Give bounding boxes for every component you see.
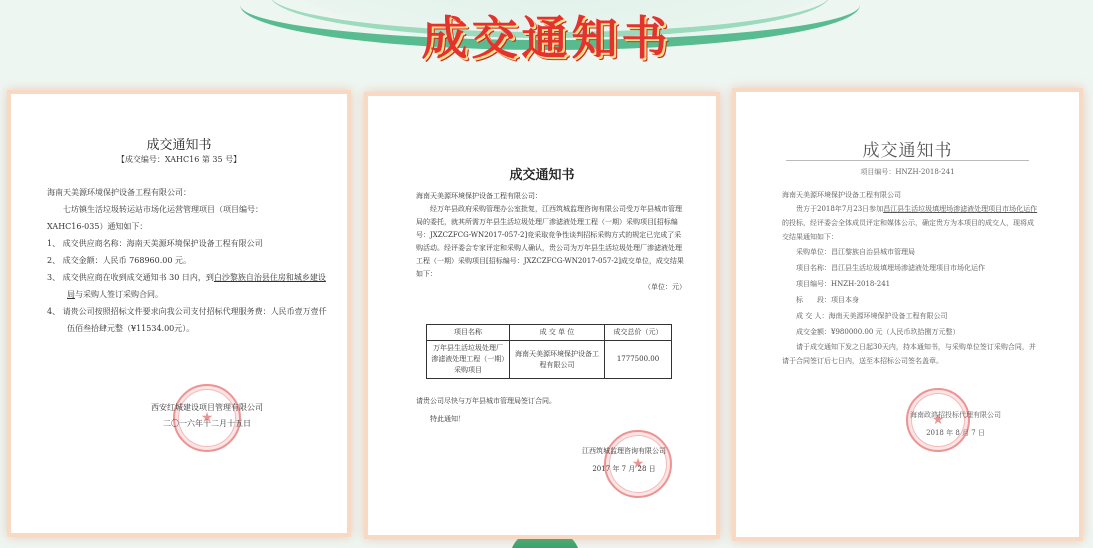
notice-document-1[interactable]	[11, 94, 347, 533]
doc2-sign-company: 江西筑城监理咨询有限公司	[582, 447, 666, 455]
doc2-result-table	[426, 324, 672, 379]
doc2-after	[416, 392, 556, 428]
table-header-row	[427, 325, 672, 341]
doc3-title-rule	[786, 160, 1029, 161]
doc3-paragraph-underlined: 昌江县生活垃圾填埋场渗滤液处理项目市场化运作	[883, 205, 1038, 213]
doc2-signature	[582, 442, 666, 478]
doc1-item-3-underlined-2: 和城乡建设局	[67, 273, 326, 299]
table-cell-amount: 1777500.00	[605, 341, 672, 379]
doc1-item-3-underlined: 白沙黎族自治县住房	[213, 273, 286, 282]
doc2-notice: 特此通知！	[430, 415, 465, 423]
doc3-number: 项目编号：HNZH-2018-241	[860, 168, 955, 176]
doc2-unit: （单位：元）	[644, 283, 686, 291]
doc1-intro: 七坊镇生活垃圾转运站市场化运营管理项目（项目编号：	[63, 205, 263, 214]
banner-title: 成交通知书	[421, 11, 672, 65]
doc2-request: 请贵公司尽快与万年县城市管理局签订合同。	[416, 397, 556, 405]
doc3-sign-company: 海南政鸿招投标代理有限公司	[910, 411, 1001, 419]
table-cell-company: 海南天美源环境保护设备工程有限公司	[510, 341, 605, 379]
doc3-field-winner: 成 交 人：海南天美源环境保护设备工程有限公司	[796, 312, 948, 320]
doc3-field-project: 项目名称：昌江县生活垃圾填埋场渗滤液处理项目市场化运作	[796, 264, 985, 272]
doc1-item-2: 2、 成交金额：人民币 768960.00 元。	[47, 256, 191, 265]
doc1-signature	[151, 400, 263, 432]
doc1-item-3	[47, 269, 327, 303]
doc3-closing: 请于成交通知下发之日起30天内，持本通知书，与采购单位签订采购合同，并请于合同签订后七日内，送至本招标公司签名盖章。	[782, 343, 1036, 365]
doc3-paragraph-text: 贵方于2018年7月23日参加	[796, 205, 884, 213]
notice-document-3[interactable]	[736, 92, 1079, 537]
doc1-title: 成交通知书	[146, 138, 212, 153]
doc3-signature	[910, 406, 1001, 442]
doc3-field-purchaser: 采购单位：昌江黎族自治县城市管理局	[796, 248, 915, 256]
doc3-addressee: 海南天美源环境保护设备工程有限公司	[782, 191, 901, 199]
doc2-sign-date: 2017 年 7 月 28 日	[592, 465, 656, 473]
doc3-paragraph	[782, 202, 1040, 244]
doc1-sign-company: 西安红城建设项目管理有限公司	[151, 403, 263, 412]
doc1-intro-cont: XAHC16-035）通知如下：	[47, 222, 148, 231]
doc3-paragraph-end: 的投标，经评委会全体成员评定和媒体公示，确定贵方为本项目的成交人，现将成交结果通知如下：	[782, 219, 1034, 241]
notice-document-2[interactable]	[368, 96, 716, 535]
table-row	[427, 341, 672, 379]
doc1-number: 【成交编号：XAHC16 第 35 号】	[116, 155, 242, 164]
doc3-field-number: 项目编号：HNZH-2018-241	[796, 280, 891, 288]
table-header: 成交总价（元）	[605, 325, 672, 341]
table-header: 项目名称	[427, 325, 510, 341]
doc3-field-lot: 标 段：项目本身	[796, 296, 859, 304]
doc1-addressee: 海南天美源环境保护设备工程有限公司：	[47, 188, 191, 197]
doc2-title: 成交通知书	[509, 168, 575, 183]
doc2-paragraph: 经万年县政府采购管理办公室批复，江西筑城监理咨询有限公司受万年县城市管理局的委托，就其所需万年县生活垃圾处理厂渗滤液处理工程（一期）采购项目[招标编号：JXZCZFCG-WN2017-057-2]竞采取竞争性谈判招标采购方式的规定已完成了采购活动。经评委会专家评定和采购人确认，贵公司为万年县生活垃圾处理厂渗滤液处理工程（一期）采购项目[招标编号：JXZCZFCG-WN2017-057-2]成交单位，成交结果如下：	[416, 205, 684, 278]
doc1-item-3-end: 与采购人签订采购合同。	[75, 290, 163, 299]
doc3-title: 成交通知书	[862, 141, 953, 161]
doc3-body	[782, 188, 1040, 368]
doc1-item-1: 1、 成交供应商名称：海南天美源环境保护设备工程有限公司	[47, 239, 263, 248]
doc2-body	[416, 190, 686, 294]
doc1-sign-date: 二〇一六年十二月十五日	[163, 419, 251, 428]
doc3-field-amount: 成交金额：¥980000.00 元（人民币玖拾捌万元整）	[796, 328, 960, 336]
doc1-item-4: 4、 请贵公司按照招标文件要求向我公司支付招标代理服务费：人民币壹万壹仟伍佰叁拾肆元整（¥11534.00元）。	[47, 307, 327, 333]
doc3-sign-date: 2018 年 8 月 7 日	[926, 429, 985, 437]
doc1-item-3-text: 3、 成交供应商在收到成交通知书 30 日内，到	[47, 273, 214, 282]
doc1-body	[47, 184, 327, 337]
table-cell-project: 万年县生活垃圾处理厂渗滤液处理工程（一期）采购项目	[427, 341, 510, 379]
table-header: 成 交 单 位	[510, 325, 605, 341]
doc2-addressee: 海南天美源环境保护设备工程有限公司：	[416, 192, 542, 200]
